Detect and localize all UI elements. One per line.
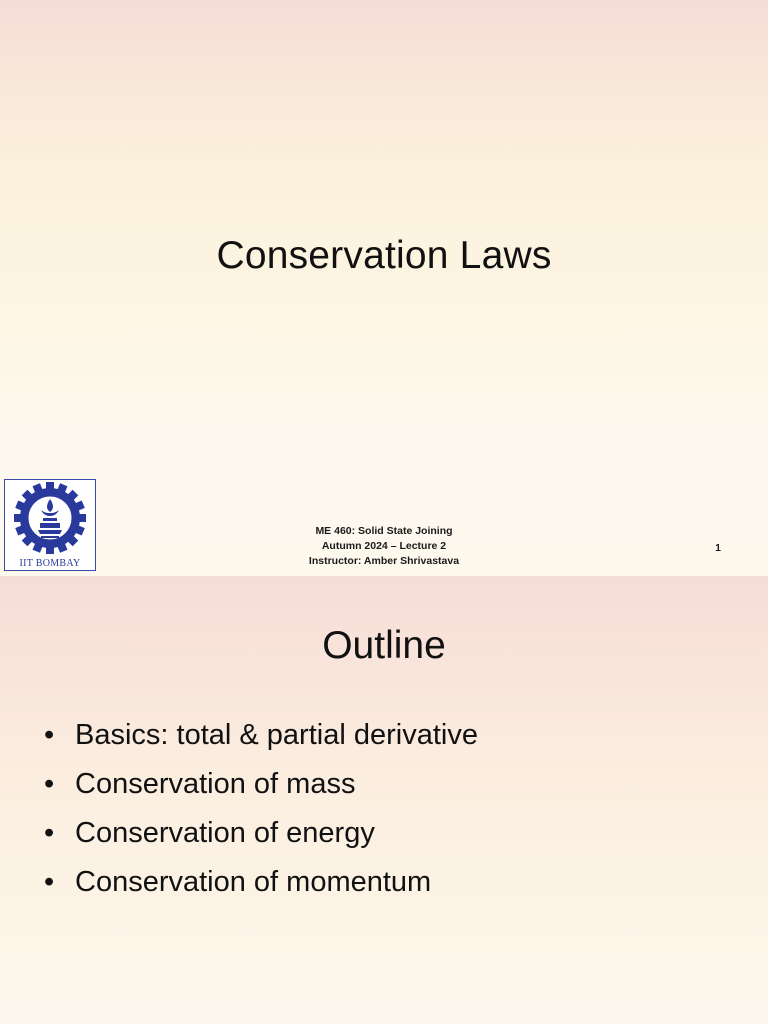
outline-list: [44, 714, 478, 910]
bullet-dot: •: [44, 719, 55, 751]
list-item-text: Conservation of momentum: [75, 866, 432, 898]
footer-term: Autumn 2024 – Lecture 2: [321, 540, 447, 552]
iit-bombay-logo: [4, 479, 96, 571]
slide-footer: [234, 524, 534, 569]
list-item: [44, 812, 478, 861]
list-item-text: Basics: total & partial derivative: [75, 719, 478, 751]
list-item-text: Conservation of energy: [75, 817, 375, 849]
logo-caption: IIT BOMBAY: [19, 558, 81, 569]
outline-heading: Outline: [322, 624, 446, 667]
list-item-text: Conservation of mass: [75, 768, 356, 800]
slide-number: 1: [715, 542, 721, 554]
bullet-dot: •: [44, 768, 55, 800]
bullet-dot: •: [44, 817, 55, 849]
footer-instructor: Instructor: Amber Shrivastava: [308, 555, 460, 567]
slide-title-heading: Conservation Laws: [216, 234, 552, 277]
bullet-dot: •: [44, 866, 55, 898]
slide-outline: [0, 576, 768, 1024]
iit-bombay-emblem-icon: [5, 480, 95, 558]
list-item: [44, 714, 478, 763]
list-item: [44, 861, 478, 910]
list-item: [44, 763, 478, 812]
footer-course: ME 460: Solid State Joining: [315, 525, 453, 537]
